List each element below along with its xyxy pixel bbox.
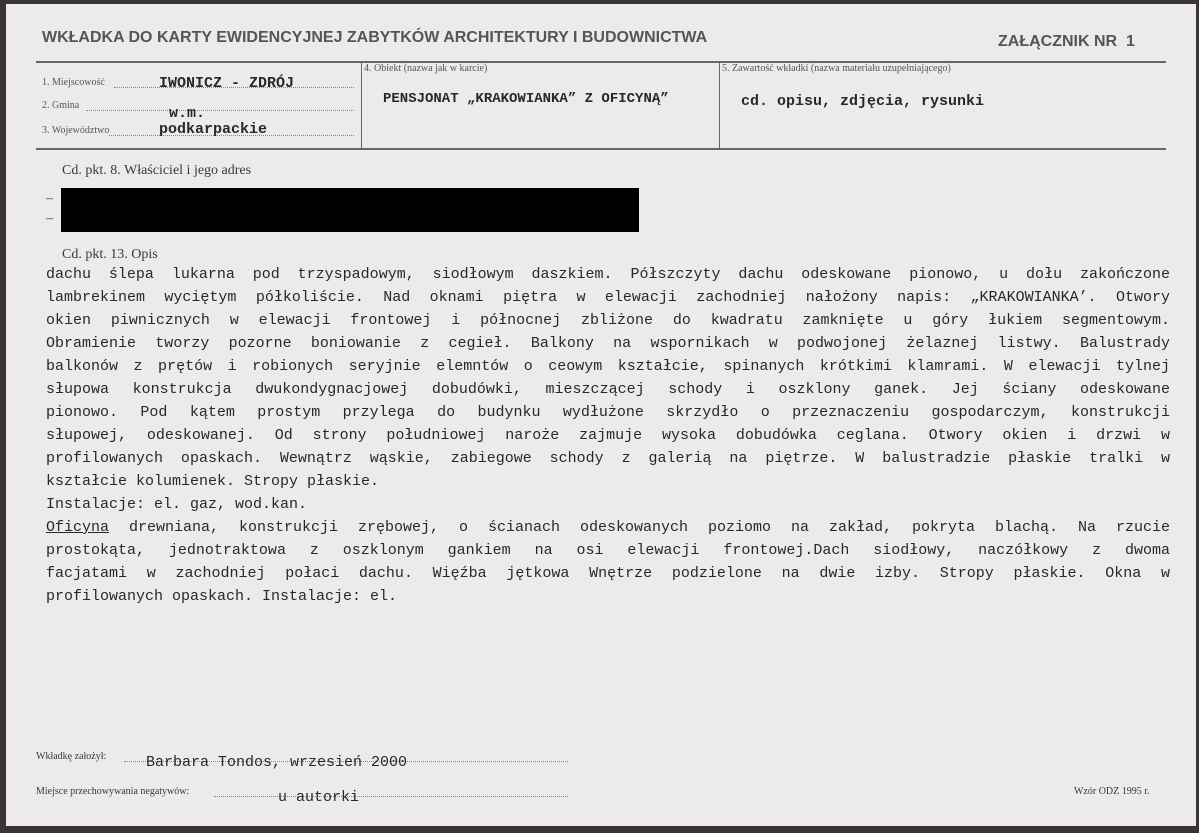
description-line: słupowa konstrukcja dwukondygnacjowej dobudówki, mieszczącej schody i oszklony ganek. Jej ściany odeskowane <box>46 381 1170 398</box>
description-line <box>46 519 1170 536</box>
description-line: okien piwnicznych w elewacji frontowej i północnej zbliżone do kwadratu zamknięte u góry łukiem segmentowym. <box>46 312 1170 329</box>
obiekt-label: 4. Obiekt (nazwa jak w karcie) <box>364 63 488 74</box>
author-value: Barbara Tondos, wrzesień 2000 <box>146 754 408 771</box>
annex-value: 1 <box>1125 33 1135 50</box>
storage-value: u autorki <box>278 789 360 806</box>
miejscowosc-value: IWONICZ - ZDRÓJ <box>159 75 295 92</box>
owner-dash: – <box>46 191 53 206</box>
miejscowosc-label: 1. Miejscowość <box>42 77 105 88</box>
gmina-value: w.m. <box>169 105 206 122</box>
description-line: Obramienie tworzy pozorne boniowanie z cegieł. Balkony na wspornikach w podwojonej żelaznej listwy. Balustrady <box>46 335 1170 352</box>
divider <box>361 62 362 148</box>
annex-number <box>998 33 1135 51</box>
description-line: profilowanych opaskach. Wewnątrz wąskie, zabiegowe schody z galerią na piętrze. W balustradzie płaskie tralki w <box>46 450 1170 467</box>
description-line: słupowej, odeskowanej. Od strony południowej naroże zajmuje wysoka dobudówka ceglana. Otwory okien i drzwi w <box>46 427 1170 444</box>
description-line: balkonów z prętów i robionych seryjnie elemntów o ceowym kształcie, spinanych krótkimi klamrami. W elewacji tylnej <box>46 358 1170 375</box>
description-line: facjatami w zachodniej połaci dachu. Więźba jętkowa Wnętrze podzielone na dwie izby. Stropy płaskie. Okna w <box>46 565 1170 582</box>
description-line: lambrekinem wyciętym półkoliście. Nad oknami piętra w elewacji zachodniej nałożony napis: „KRAKOWIANKA’. Otwory <box>46 289 1170 306</box>
description-text: drewniana, konstrukcji zrębowej, o ścianach odeskowanych poziomo na zakład, pokryta blachą. Na rzucie <box>109 519 1170 536</box>
owner-heading: Cd. pkt. 8. Właściciel i jego adres <box>62 163 252 178</box>
storage-label: Miejsce przechowywania negatywów: <box>36 786 190 797</box>
dotted-line <box>214 796 568 797</box>
author-label: Wkładkę założył: <box>36 751 107 762</box>
divider <box>719 62 720 148</box>
oficyna-word: Oficyna <box>46 519 110 536</box>
annex-label: ZAŁĄCZNIK NR <box>998 33 1118 50</box>
zawartosc-label: 5. Zawartość wkładki (nazwa materiału uzupełniającego) <box>722 63 951 74</box>
description-heading: Cd. pkt. 13. Opis <box>62 247 158 262</box>
description-line: profilowanych opaskach. Instalacje: el. <box>46 588 398 605</box>
description-line: kształcie kolumienek. Stropy płaskie. <box>46 473 380 490</box>
divider <box>36 148 1166 150</box>
wojewodztwo-label: 3. Województwo <box>42 125 110 136</box>
description-line: pionowo. Pod kątem prostym przylega do budynku wydłużone skrzydło o przeznaczeniu gospodarczym, konstrukcji <box>46 404 1170 421</box>
document-page <box>6 4 1196 826</box>
gmina-label: 2. Gmina <box>42 100 80 111</box>
template-label: Wzór ODZ 1995 r. <box>1074 786 1150 797</box>
dotted-line <box>86 110 354 111</box>
wojewodztwo-value: podkarpackie <box>159 121 268 138</box>
redacted-owner-address <box>61 188 639 232</box>
description-line: prostokąta, jednotraktowa z oszklonym gankiem na osi elewacji frontowej.Dach siodłowy, naczółkowy z dwoma <box>46 542 1170 559</box>
description-line: Instalacje: el. gaz, wod.kan. <box>46 496 308 513</box>
zawartosc-value: cd. opisu, zdjęcia, rysunki <box>741 93 985 110</box>
divider <box>36 61 1166 63</box>
owner-dash: – <box>46 211 53 226</box>
description-line: dachu ślepa lukarna pod trzyspadowym, siodłowym daszkiem. Półszczyty dachu odeskowane pionowo, u dołu zakończone <box>46 266 1170 283</box>
obiekt-value: PENSJONAT „KRAKOWIANKA” Z OFICYNĄ” <box>383 91 669 107</box>
form-title: WKŁADKA DO KARTY EWIDENCYJNEJ ZABYTKÓW ARCHITEKTURY I BUDOWNICTWA <box>42 29 708 46</box>
